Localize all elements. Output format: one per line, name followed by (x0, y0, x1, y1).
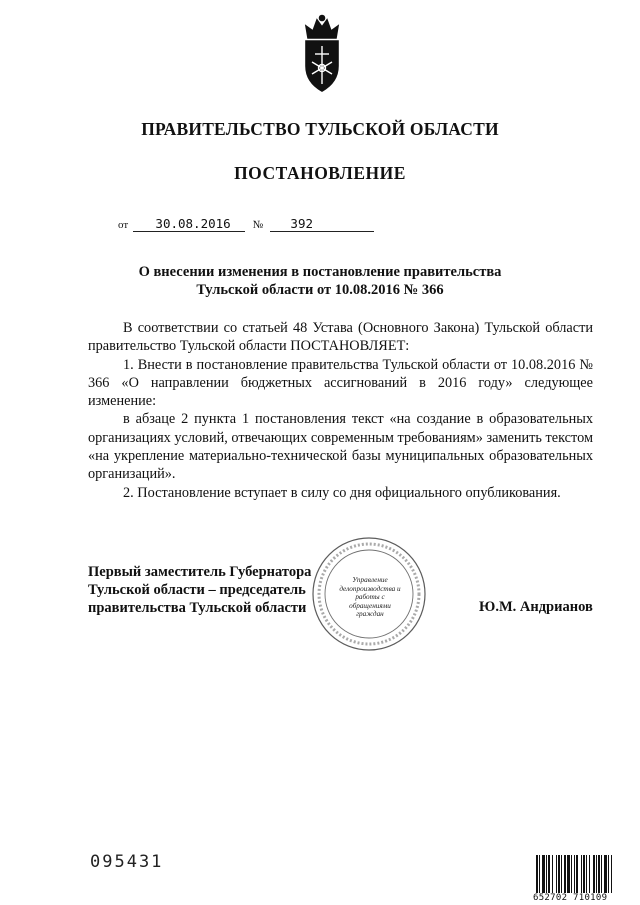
barcode-bar (539, 855, 540, 893)
signatory-name: Ю.М. Андрианов (479, 599, 593, 615)
barcode-bar (604, 855, 607, 893)
barcode-bar (561, 855, 562, 893)
barcode-bar (571, 855, 572, 893)
barcode-bar (593, 855, 595, 893)
date-number-line (118, 216, 374, 232)
barcode-bar (598, 855, 600, 893)
barcode-bar (564, 855, 566, 893)
signatory-title (88, 563, 311, 617)
date-label: от (118, 219, 129, 231)
barcode-bar (601, 855, 602, 893)
barcode-bar (552, 855, 553, 893)
number-label: № (252, 219, 264, 231)
barcode-bar (611, 855, 612, 893)
barcode-bar (581, 855, 582, 893)
barcode (536, 855, 636, 893)
barcode-bar (583, 855, 585, 893)
signatory-line-1: Первый заместитель Губернатора (88, 564, 312, 580)
barcode-number: 652702 710109 (533, 893, 608, 903)
barcode-bar (589, 855, 590, 893)
barcode-bar (546, 855, 547, 893)
body-paragraph-amendment: в абзаце 2 пункта 1 постановления текст «на создание в образовательных организациях условий, отвечающих современным требованиям» заменить текстом «на укрепление материально-технической базы муниципальных образовательных организаций». (88, 411, 593, 483)
barcode-bar (542, 855, 545, 893)
signatory-line-2: Тульской области – председатель (88, 582, 306, 598)
barcode-bar (576, 855, 578, 893)
subject-line-2: Тульской области от 10.08.2016 № 366 (196, 282, 444, 298)
date-value: 30.08.2016 (133, 216, 245, 232)
barcode-bar (596, 855, 597, 893)
barcode-bar (536, 855, 538, 893)
barcode-bar (608, 855, 609, 893)
registration-number: 095431 (90, 852, 164, 872)
body-paragraph-preamble: В соответствии со статьей 48 Устава (Основного Закона) Тульской области правительство Тульской области ПОСТАНОВЛЯЕТ: (88, 320, 593, 355)
number-value: 392 (270, 216, 374, 232)
body-paragraph-item-2: 2. Постановление вступает в силу со дня официального опубликования. (123, 484, 561, 501)
document-type: ПОСТАНОВЛЕНИЕ (234, 163, 406, 183)
barcode-bar (586, 855, 587, 893)
barcode-bar (556, 855, 557, 893)
organization-title: ПРАВИТЕЛЬСТВО ТУЛЬСКОЙ ОБЛАСТИ (141, 119, 499, 139)
barcode-bar (567, 855, 570, 893)
document-body (88, 319, 593, 502)
coat-of-arms-emblem (298, 14, 346, 94)
document-subject (0, 263, 640, 299)
barcode-bar (558, 855, 560, 893)
signatory-line-3: правительства Тульской области (88, 600, 307, 616)
barcode-bar (548, 855, 550, 893)
barcode-bar (574, 855, 575, 893)
body-paragraph-item-1: 1. Внести в постановление правительства Тульской области от 10.08.2016 № 366 «О направлении бюджетных ассигнований в 2016 году» следующее изменение: (88, 356, 593, 410)
stamp-text: Управление делопроизводства и работы с обращениями граждан (339, 576, 401, 618)
subject-line-1: О внесении изменения в постановление правительства (138, 264, 502, 280)
